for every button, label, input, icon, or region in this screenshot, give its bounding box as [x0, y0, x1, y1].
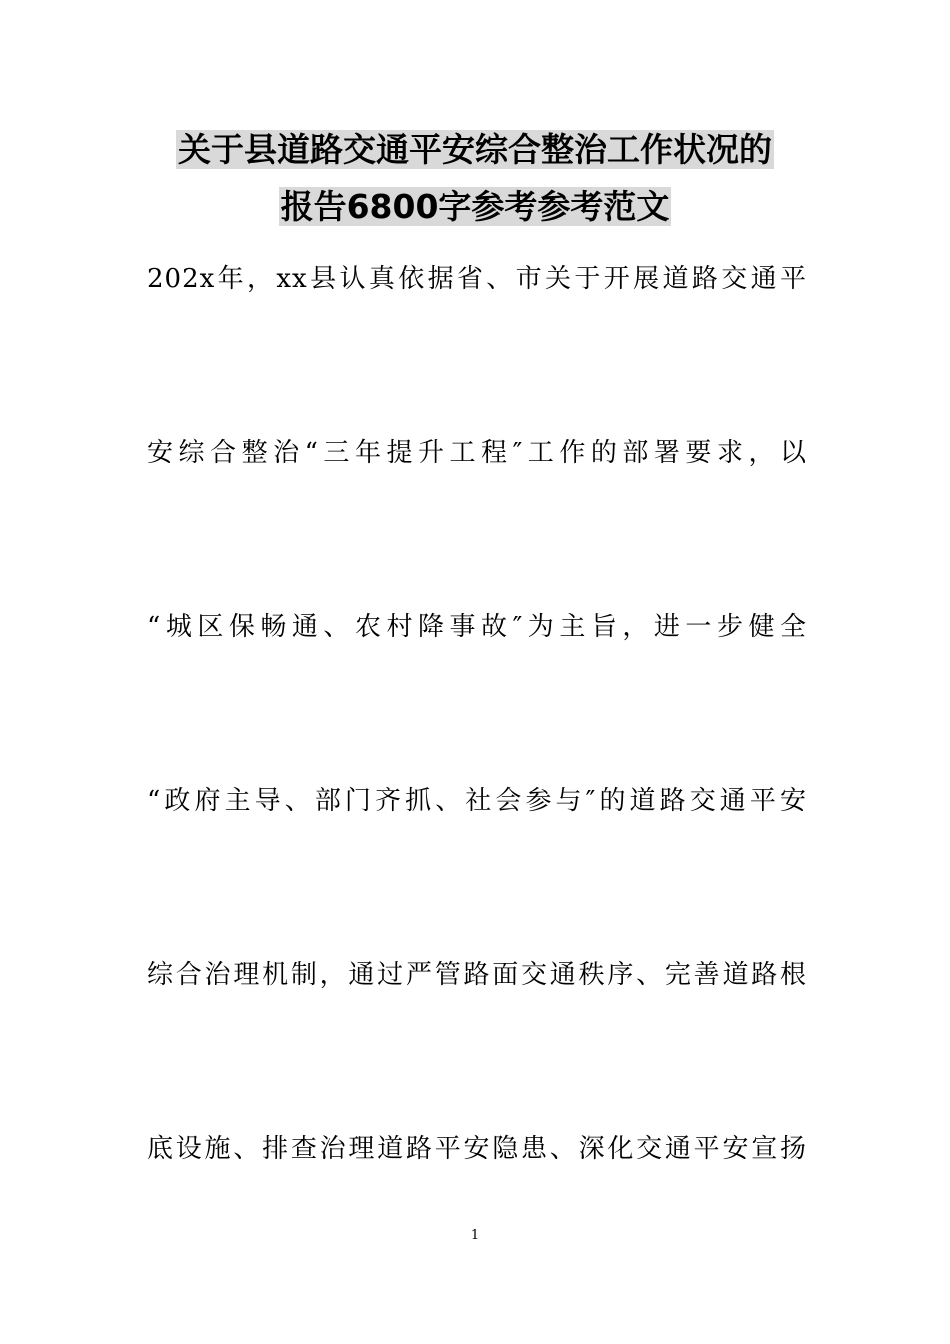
body-line-2: 安综合整治“三年提升工程″工作的部署要求，以 — [147, 438, 807, 468]
body-line-1: 202x年，xx县认真依据省、市关于开展道路交通平 — [147, 264, 807, 294]
title-line-1-text: 关于县道路交通平安综合整治工作状况的 — [178, 130, 772, 169]
body-line-3: “城区保畅通、农村降事故″为主旨，进一步健全 — [147, 612, 807, 642]
body-line-6: 底设施、排查治理道路平安隐患、深化交通平安宣扬 — [147, 1134, 807, 1164]
title-line-2 — [0, 187, 950, 227]
title-line-1 — [0, 130, 950, 170]
title-line-2-text: 报告6800字参考参考范文 — [280, 187, 670, 226]
page-number: 1 — [470, 1228, 480, 1243]
body-line-4: “政府主导、部门齐抓、社会参与″的道路交通平安 — [147, 786, 807, 816]
body-line-5: 综合治理机制，通过严管路面交通秩序、完善道路根 — [147, 960, 807, 990]
